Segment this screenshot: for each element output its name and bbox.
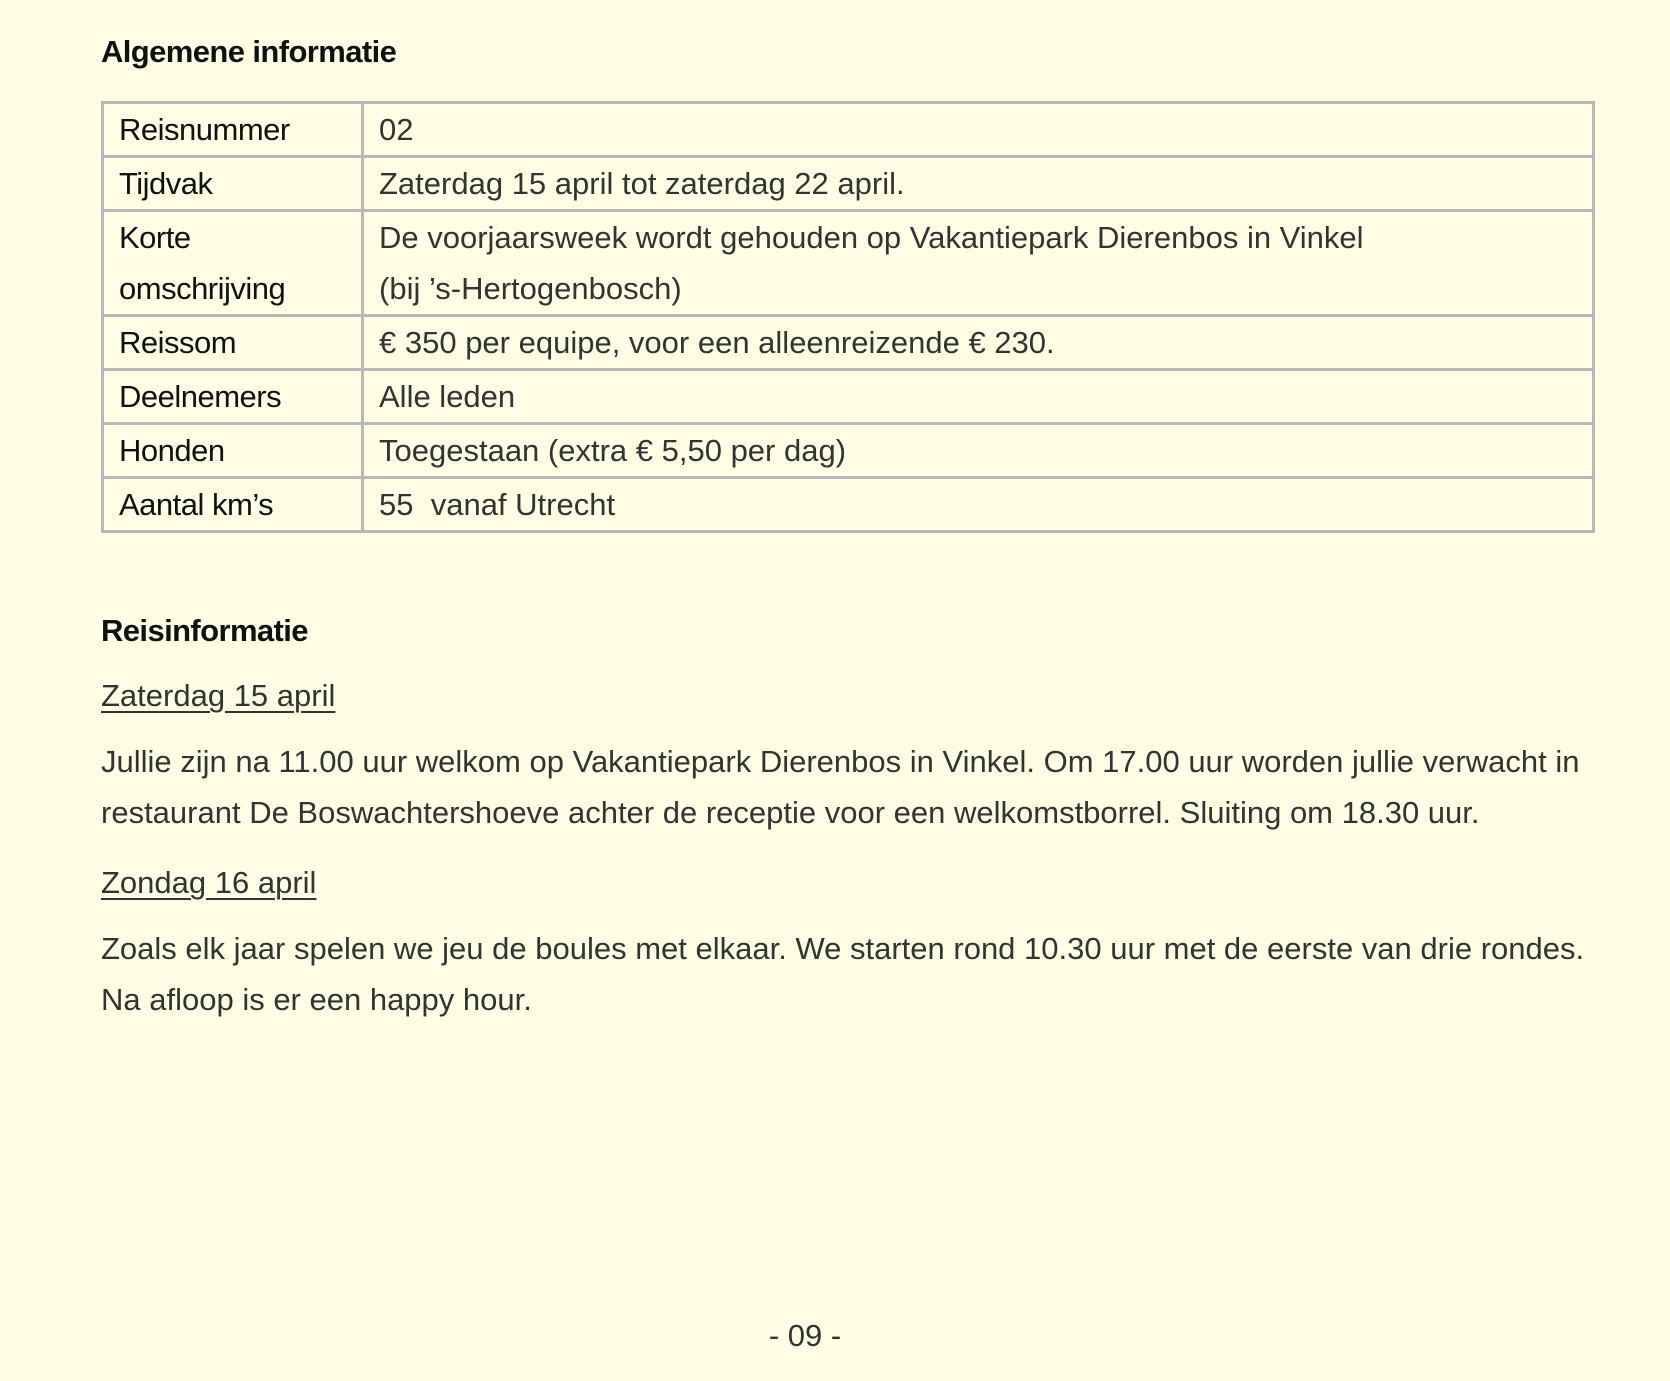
row-value [363, 103, 1594, 157]
row-value [363, 424, 1594, 478]
row-value [363, 157, 1594, 211]
day-heading: Zaterdag 15 april [101, 678, 336, 713]
row-label: Honden [103, 424, 363, 478]
table-row [103, 370, 1594, 424]
day-description: Zoals elk jaar spelen we jeu de boules met elkaar. We starten rond 10.30 uur met de eerste van drie rondes. Na afloop is er een happy hour. [101, 931, 1585, 1017]
table-row [103, 211, 1594, 316]
row-value-text: € 350 per equipe, voor een alleenreizende € 230. [379, 325, 1055, 360]
row-value [363, 316, 1594, 370]
row-value-text: 55 vanaf Utrecht [379, 487, 616, 522]
table-row [103, 316, 1594, 370]
row-value-text: 02 [379, 112, 414, 147]
row-label-line: Korte [119, 220, 191, 255]
general-info-title: Algemene informatie [101, 34, 397, 69]
row-value-text: De voorjaarsweek wordt gehouden op Vakantiepark Dierenbos in Vinkel [379, 220, 1364, 255]
row-label [103, 211, 363, 316]
row-label: Reissom [103, 316, 363, 370]
day-description: Jullie zijn na 11.00 uur welkom op Vakantiepark Dierenbos in Vinkel. Om 17.00 uur worden jullie verwacht in restaurant De Boswachtershoeve achter de receptie voor een welkomstborrel. Sluiting om 18.30 uur. [101, 744, 1580, 830]
table-row [103, 157, 1594, 211]
row-value-text: Toegestaan (extra € 5,50 per dag) [379, 433, 847, 468]
table-row [103, 424, 1594, 478]
page-number: - 09 - [768, 1318, 842, 1353]
row-label: Reisnummer [103, 103, 363, 157]
table-row [103, 478, 1594, 532]
row-value [363, 370, 1594, 424]
general-info-table [101, 101, 1595, 533]
table-row [103, 103, 1594, 157]
day-heading: Zondag 16 april [101, 865, 317, 900]
row-value-text: Alle leden [379, 379, 516, 414]
row-value-text: Zaterdag 15 april tot zaterdag 22 april. [379, 166, 905, 201]
document-page [101, 32, 1595, 1025]
row-label-line: omschrijving [119, 271, 286, 306]
row-label: Deelnemers [103, 370, 363, 424]
row-value-text: (bij ’s-Hertogenbosch) [379, 271, 682, 306]
travel-info-title: Reisinformatie [101, 613, 308, 648]
row-value [363, 478, 1594, 532]
row-value [363, 211, 1594, 316]
row-label: Tijdvak [103, 157, 363, 211]
row-label: Aantal km’s [103, 478, 363, 532]
